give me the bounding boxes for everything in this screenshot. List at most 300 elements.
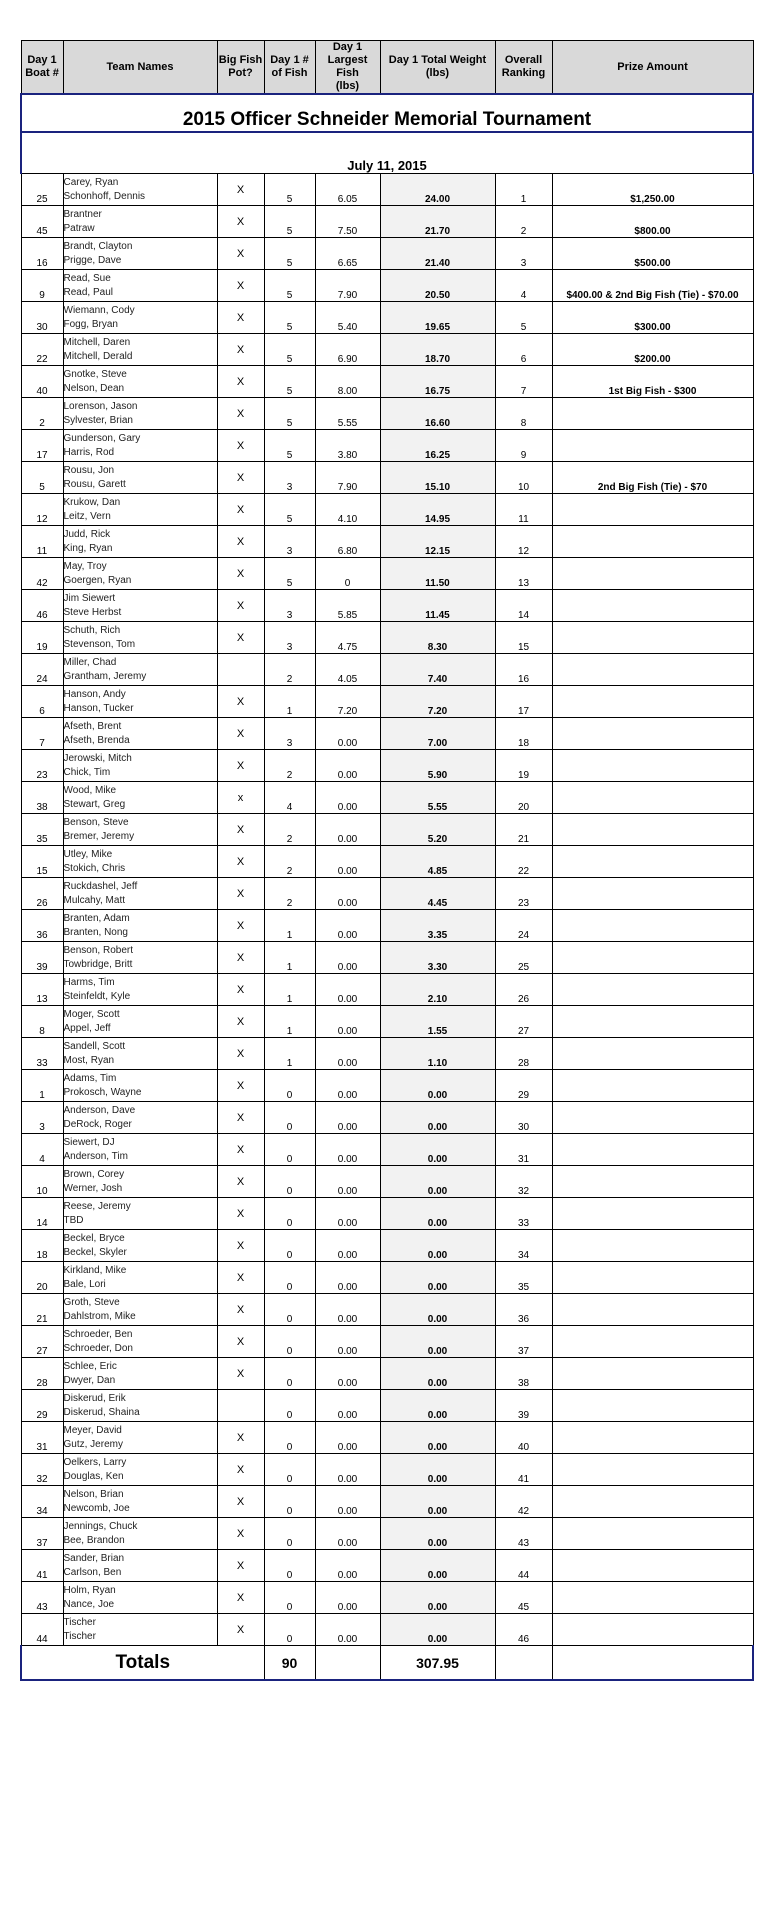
total-weight: 14.95 — [380, 494, 495, 526]
table-row — [21, 654, 753, 686]
prize-amount — [552, 782, 753, 814]
team-member-name: Meyer, David — [63, 1424, 122, 1436]
prize-amount — [552, 398, 753, 430]
largest-fish: 0.00 — [315, 878, 380, 910]
team-names — [63, 622, 217, 654]
ranking: 45 — [495, 1582, 552, 1614]
big-fish-pot: X — [217, 1294, 264, 1326]
team-names — [63, 238, 217, 270]
largest-fish: 0.00 — [315, 1262, 380, 1294]
fish-count: 0 — [264, 1134, 315, 1166]
big-fish-pot: X — [217, 1550, 264, 1582]
team-names — [63, 1454, 217, 1486]
total-weight: 0.00 — [380, 1294, 495, 1326]
page-title: 2015 Officer Schneider Memorial Tournament — [21, 94, 753, 132]
boat-number: 15 — [21, 846, 63, 878]
total-weight: 1.55 — [380, 1006, 495, 1038]
fish-count: 0 — [264, 1198, 315, 1230]
ranking: 24 — [495, 910, 552, 942]
ranking: 5 — [495, 302, 552, 334]
big-fish-pot: X — [217, 974, 264, 1006]
team-names — [63, 718, 217, 750]
team-member-name: Carey, Ryan — [63, 176, 119, 188]
prize-amount — [552, 494, 753, 526]
team-names — [63, 1518, 217, 1550]
team-names — [63, 1550, 217, 1582]
largest-fish: 0.00 — [315, 1294, 380, 1326]
fish-count: 5 — [264, 302, 315, 334]
table-row — [21, 1070, 753, 1102]
table-row — [21, 750, 753, 782]
fish-count: 0 — [264, 1262, 315, 1294]
prize-amount — [552, 878, 753, 910]
team-names — [63, 942, 217, 974]
team-member-name: Steve Herbst — [63, 606, 122, 618]
prize-amount: $800.00 — [552, 206, 753, 238]
fish-count: 0 — [264, 1070, 315, 1102]
ranking: 31 — [495, 1134, 552, 1166]
ranking: 30 — [495, 1102, 552, 1134]
ranking: 17 — [495, 686, 552, 718]
table-row — [21, 1358, 753, 1390]
total-weight: 5.20 — [380, 814, 495, 846]
prize-amount — [552, 1582, 753, 1614]
table-row — [21, 974, 753, 1006]
total-weight: 24.00 — [380, 174, 495, 206]
ranking: 38 — [495, 1358, 552, 1390]
boat-number: 34 — [21, 1486, 63, 1518]
largest-fish: 0.00 — [315, 1038, 380, 1070]
boat-number: 20 — [21, 1262, 63, 1294]
header-num-fish: Day 1 # of Fish — [264, 41, 315, 95]
largest-fish: 0.00 — [315, 814, 380, 846]
table-row — [21, 1518, 753, 1550]
boat-number: 28 — [21, 1358, 63, 1390]
table-row — [21, 206, 753, 238]
team-member-name: King, Ryan — [63, 542, 113, 554]
fish-count: 5 — [264, 334, 315, 366]
total-weight: 11.50 — [380, 558, 495, 590]
boat-number: 42 — [21, 558, 63, 590]
total-weight: 4.85 — [380, 846, 495, 878]
totals-empty-largest — [315, 1646, 380, 1681]
total-weight: 0.00 — [380, 1198, 495, 1230]
largest-fish: 0.00 — [315, 1070, 380, 1102]
boat-number: 29 — [21, 1390, 63, 1422]
total-weight: 5.90 — [380, 750, 495, 782]
fish-count: 0 — [264, 1454, 315, 1486]
team-member-name: Holm, Ryan — [63, 1584, 116, 1596]
boat-number: 5 — [21, 462, 63, 494]
boat-number: 16 — [21, 238, 63, 270]
table-row — [21, 398, 753, 430]
totals-empty-rank — [495, 1646, 552, 1681]
prize-amount — [552, 526, 753, 558]
team-member-name: Afseth, Brenda — [63, 734, 130, 746]
team-names — [63, 174, 217, 206]
boat-number: 24 — [21, 654, 63, 686]
team-names — [63, 462, 217, 494]
team-names — [63, 782, 217, 814]
team-member-name: Tischer — [63, 1630, 96, 1642]
prize-amount: 1st Big Fish - $300 — [552, 366, 753, 398]
total-weight: 0.00 — [380, 1518, 495, 1550]
largest-fish: 6.05 — [315, 174, 380, 206]
team-names — [63, 1390, 217, 1422]
team-names — [63, 590, 217, 622]
team-member-name: Nelson, Brian — [63, 1488, 124, 1500]
prize-amount: 2nd Big Fish (Tie) - $70 — [552, 462, 753, 494]
ranking: 37 — [495, 1326, 552, 1358]
header-big-fish-pot: Big Fish Pot? — [217, 41, 264, 95]
team-member-name: Newcomb, Joe — [63, 1502, 130, 1514]
largest-fish: 6.90 — [315, 334, 380, 366]
table-row — [21, 1614, 753, 1646]
big-fish-pot: X — [217, 1134, 264, 1166]
team-member-name: Patraw — [63, 222, 95, 234]
ranking: 23 — [495, 878, 552, 910]
totals-empty-prize — [552, 1646, 753, 1681]
fish-count: 0 — [264, 1230, 315, 1262]
table-row — [21, 1102, 753, 1134]
team-names — [63, 910, 217, 942]
fish-count: 1 — [264, 686, 315, 718]
table-row — [21, 1198, 753, 1230]
team-member-name: Bee, Brandon — [63, 1534, 125, 1546]
largest-fish: 0.00 — [315, 750, 380, 782]
ranking: 34 — [495, 1230, 552, 1262]
ranking: 25 — [495, 942, 552, 974]
team-member-name: Prokosch, Wayne — [63, 1086, 142, 1098]
big-fish-pot: X — [217, 622, 264, 654]
table-row — [21, 910, 753, 942]
prize-amount — [552, 1294, 753, 1326]
big-fish-pot: X — [217, 1262, 264, 1294]
ranking: 27 — [495, 1006, 552, 1038]
team-names — [63, 654, 217, 686]
team-names — [63, 814, 217, 846]
header-boat: Day 1 Boat # — [21, 41, 63, 95]
largest-fish: 5.85 — [315, 590, 380, 622]
table-row — [21, 1038, 753, 1070]
header-row — [21, 41, 753, 95]
team-member-name: Leitz, Vern — [63, 510, 111, 522]
total-weight: 20.50 — [380, 270, 495, 302]
prize-amount — [552, 1070, 753, 1102]
results-body — [21, 174, 753, 1646]
big-fish-pot: X — [217, 494, 264, 526]
total-weight: 16.25 — [380, 430, 495, 462]
largest-fish: 0.00 — [315, 1582, 380, 1614]
fish-count: 2 — [264, 878, 315, 910]
total-weight: 5.55 — [380, 782, 495, 814]
totals-fish: 90 — [264, 1646, 315, 1681]
team-member-name: Mitchell, Daren — [63, 336, 131, 348]
team-member-name: Schlee, Eric — [63, 1360, 117, 1372]
largest-fish: 7.90 — [315, 270, 380, 302]
team-names — [63, 526, 217, 558]
table-row — [21, 686, 753, 718]
team-names — [63, 1262, 217, 1294]
ranking: 42 — [495, 1486, 552, 1518]
largest-fish: 0.00 — [315, 1486, 380, 1518]
prize-amount — [552, 750, 753, 782]
boat-number: 46 — [21, 590, 63, 622]
prize-amount: $400.00 & 2nd Big Fish (Tie) - $70.00 — [552, 270, 753, 302]
table-row — [21, 1134, 753, 1166]
big-fish-pot: X — [217, 942, 264, 974]
team-member-name: Beckel, Bryce — [63, 1232, 125, 1244]
ranking: 19 — [495, 750, 552, 782]
prize-amount — [552, 718, 753, 750]
largest-fish: 0.00 — [315, 1102, 380, 1134]
largest-fish: 0.00 — [315, 1614, 380, 1646]
ranking: 41 — [495, 1454, 552, 1486]
table-row — [21, 1262, 753, 1294]
total-weight: 0.00 — [380, 1422, 495, 1454]
ranking: 39 — [495, 1390, 552, 1422]
team-names — [63, 1358, 217, 1390]
total-weight: 12.15 — [380, 526, 495, 558]
big-fish-pot: X — [217, 686, 264, 718]
team-names — [63, 686, 217, 718]
boat-number: 33 — [21, 1038, 63, 1070]
team-member-name: Mulcahy, Matt — [63, 894, 125, 906]
fish-count: 0 — [264, 1582, 315, 1614]
ranking: 36 — [495, 1294, 552, 1326]
results-table — [20, 40, 754, 1681]
total-weight: 1.10 — [380, 1038, 495, 1070]
prize-amount — [552, 910, 753, 942]
fish-count: 0 — [264, 1294, 315, 1326]
largest-fish: 7.90 — [315, 462, 380, 494]
team-member-name: Harris, Rod — [63, 446, 115, 458]
prize-amount — [552, 1230, 753, 1262]
ranking: 29 — [495, 1070, 552, 1102]
team-names — [63, 430, 217, 462]
big-fish-pot: X — [217, 206, 264, 238]
big-fish-pot: X — [217, 718, 264, 750]
fish-count: 0 — [264, 1614, 315, 1646]
header-largest-fish: Day 1 Largest Fish (lbs) — [315, 41, 380, 95]
fish-count: 3 — [264, 462, 315, 494]
ranking: 13 — [495, 558, 552, 590]
team-member-name: Gnotke, Steve — [63, 368, 127, 380]
largest-fish: 4.05 — [315, 654, 380, 686]
boat-number: 32 — [21, 1454, 63, 1486]
team-names — [63, 1166, 217, 1198]
total-weight: 19.65 — [380, 302, 495, 334]
boat-number: 12 — [21, 494, 63, 526]
largest-fish: 0.00 — [315, 1550, 380, 1582]
boat-number: 26 — [21, 878, 63, 910]
team-member-name: Mitchell, Derald — [63, 350, 133, 362]
largest-fish: 3.80 — [315, 430, 380, 462]
fish-count: 5 — [264, 558, 315, 590]
ranking: 12 — [495, 526, 552, 558]
team-names — [63, 1198, 217, 1230]
ranking: 20 — [495, 782, 552, 814]
team-member-name: Sylvester, Brian — [63, 414, 133, 426]
team-member-name: Reese, Jeremy — [63, 1200, 131, 1212]
table-row — [21, 1294, 753, 1326]
ranking: 18 — [495, 718, 552, 750]
boat-number: 18 — [21, 1230, 63, 1262]
boat-number: 39 — [21, 942, 63, 974]
table-row — [21, 1582, 753, 1614]
table-row — [21, 846, 753, 878]
prize-amount — [552, 1102, 753, 1134]
total-weight: 0.00 — [380, 1070, 495, 1102]
team-member-name: Stewart, Greg — [63, 798, 126, 810]
team-names — [63, 750, 217, 782]
big-fish-pot: X — [217, 590, 264, 622]
ranking: 9 — [495, 430, 552, 462]
prize-amount — [552, 1486, 753, 1518]
table-row — [21, 366, 753, 398]
team-member-name: Groth, Steve — [63, 1296, 120, 1308]
ranking: 35 — [495, 1262, 552, 1294]
team-member-name: Appel, Jeff — [63, 1022, 111, 1034]
table-row — [21, 1422, 753, 1454]
team-names — [63, 878, 217, 910]
fish-count: 2 — [264, 654, 315, 686]
total-weight: 7.40 — [380, 654, 495, 686]
table-row — [21, 334, 753, 366]
total-weight: 0.00 — [380, 1390, 495, 1422]
ranking: 2 — [495, 206, 552, 238]
prize-amount — [552, 654, 753, 686]
boat-number: 8 — [21, 1006, 63, 1038]
largest-fish: 4.75 — [315, 622, 380, 654]
total-weight: 7.00 — [380, 718, 495, 750]
big-fish-pot: X — [217, 1486, 264, 1518]
big-fish-pot: X — [217, 1326, 264, 1358]
prize-amount — [552, 1262, 753, 1294]
table-row — [21, 1486, 753, 1518]
ranking: 44 — [495, 1550, 552, 1582]
team-member-name: Krukow, Dan — [63, 496, 121, 508]
totals-row — [21, 1646, 753, 1681]
team-names — [63, 1134, 217, 1166]
team-member-name: Brandt, Clayton — [63, 240, 133, 252]
total-weight: 21.40 — [380, 238, 495, 270]
total-weight: 4.45 — [380, 878, 495, 910]
team-member-name: DeRock, Roger — [63, 1118, 132, 1130]
big-fish-pot: X — [217, 1006, 264, 1038]
prize-amount — [552, 1550, 753, 1582]
team-member-name: Diskerud, Erik — [63, 1392, 126, 1404]
team-member-name: Benson, Robert — [63, 944, 133, 956]
prize-amount — [552, 1006, 753, 1038]
fish-count: 2 — [264, 846, 315, 878]
team-member-name: Douglas, Ken — [63, 1470, 124, 1482]
largest-fish: 0 — [315, 558, 380, 590]
team-member-name: Kirkland, Mike — [63, 1264, 127, 1276]
fish-count: 1 — [264, 974, 315, 1006]
team-member-name: Anderson, Dave — [63, 1104, 136, 1116]
boat-number: 36 — [21, 910, 63, 942]
ranking: 14 — [495, 590, 552, 622]
team-member-name: Schonhoff, Dennis — [63, 190, 146, 202]
team-member-name: Bremer, Jeremy — [63, 830, 135, 842]
fish-count: 0 — [264, 1550, 315, 1582]
team-member-name: Dwyer, Dan — [63, 1374, 116, 1386]
largest-fish: 7.20 — [315, 686, 380, 718]
fish-count: 3 — [264, 622, 315, 654]
big-fish-pot: X — [217, 366, 264, 398]
team-member-name: Sandell, Scott — [63, 1040, 126, 1052]
prize-amount — [552, 974, 753, 1006]
team-member-name: Schroeder, Don — [63, 1342, 133, 1354]
fish-count: 2 — [264, 814, 315, 846]
team-member-name: Goergen, Ryan — [63, 574, 132, 586]
fish-count: 0 — [264, 1390, 315, 1422]
boat-number: 37 — [21, 1518, 63, 1550]
total-weight: 7.20 — [380, 686, 495, 718]
team-names — [63, 366, 217, 398]
total-weight: 16.60 — [380, 398, 495, 430]
team-member-name: Stokich, Chris — [63, 862, 126, 874]
team-member-name: Tischer — [63, 1616, 96, 1628]
largest-fish: 6.65 — [315, 238, 380, 270]
total-weight: 0.00 — [380, 1614, 495, 1646]
prize-amount — [552, 558, 753, 590]
big-fish-pot: x — [217, 782, 264, 814]
team-member-name: Anderson, Tim — [63, 1150, 128, 1162]
table-row — [21, 1550, 753, 1582]
ranking: 16 — [495, 654, 552, 686]
team-member-name: Sander, Brian — [63, 1552, 125, 1564]
team-member-name: Harms, Tim — [63, 976, 115, 988]
prize-amount: $1,250.00 — [552, 174, 753, 206]
fish-count: 5 — [264, 430, 315, 462]
team-names — [63, 206, 217, 238]
largest-fish: 4.10 — [315, 494, 380, 526]
header-total-weight: Day 1 Total Weight (lbs) — [380, 41, 495, 95]
team-member-name: Branten, Adam — [63, 912, 130, 924]
boat-number: 22 — [21, 334, 63, 366]
boat-number: 31 — [21, 1422, 63, 1454]
team-names — [63, 1326, 217, 1358]
fish-count: 0 — [264, 1358, 315, 1390]
table-row — [21, 782, 753, 814]
big-fish-pot: X — [217, 1166, 264, 1198]
total-weight: 21.70 — [380, 206, 495, 238]
boat-number: 43 — [21, 1582, 63, 1614]
largest-fish: 6.80 — [315, 526, 380, 558]
header-team-names: Team Names — [63, 41, 217, 95]
team-member-name: TBD — [63, 1214, 84, 1226]
ranking: 4 — [495, 270, 552, 302]
team-member-name: Nelson, Dean — [63, 382, 125, 394]
big-fish-pot: X — [217, 1454, 264, 1486]
prize-amount — [552, 1454, 753, 1486]
total-weight: 0.00 — [380, 1134, 495, 1166]
team-names — [63, 846, 217, 878]
totals-weight: 307.95 — [380, 1646, 495, 1681]
boat-number: 27 — [21, 1326, 63, 1358]
team-names — [63, 494, 217, 526]
team-member-name: Ruckdashel, Jeff — [63, 880, 138, 892]
big-fish-pot: X — [217, 910, 264, 942]
big-fish-pot — [217, 1390, 264, 1422]
boat-number: 7 — [21, 718, 63, 750]
largest-fish: 0.00 — [315, 1230, 380, 1262]
boat-number: 38 — [21, 782, 63, 814]
team-member-name: Prigge, Dave — [63, 254, 122, 266]
boat-number: 14 — [21, 1198, 63, 1230]
